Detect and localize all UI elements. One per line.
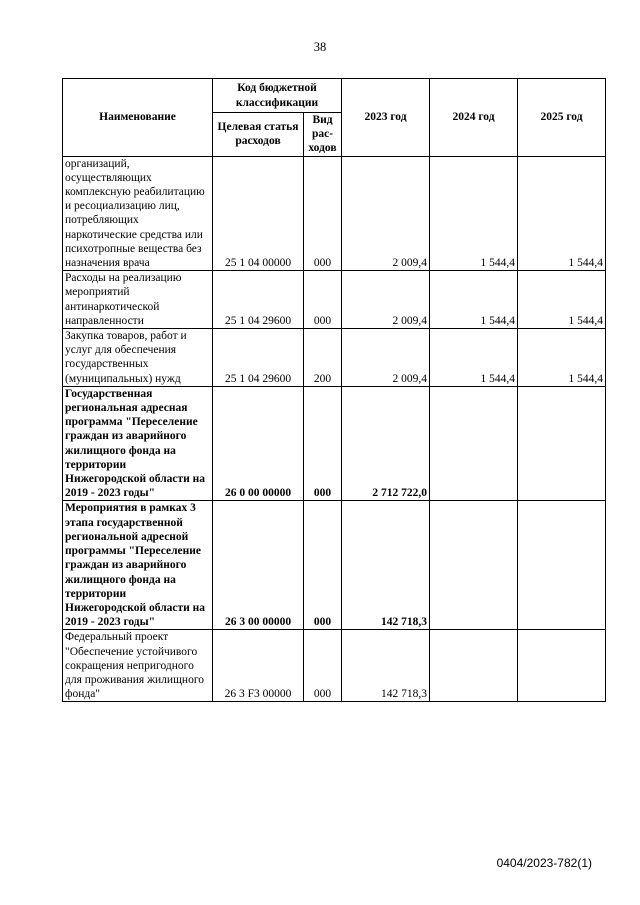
row-2024	[430, 630, 518, 702]
row-2025	[518, 630, 606, 702]
row-type: 000	[304, 630, 342, 702]
row-2024: 1 544,4	[430, 271, 518, 329]
row-code: 25 1 04 29600	[213, 329, 304, 387]
header-expense-type: Вид рас-ходов	[304, 113, 342, 157]
row-2023: 2 009,4	[342, 271, 430, 329]
row-type: 000	[304, 386, 342, 501]
row-2025	[518, 386, 606, 501]
table-row	[63, 329, 606, 387]
row-name: Федеральный проект "Обеспечение устойчивого сокращения непригодного для проживания жилищного фонда"	[63, 630, 213, 702]
row-code: 25 1 04 29600	[213, 271, 304, 329]
table-row	[63, 630, 606, 702]
row-2023: 2 009,4	[342, 329, 430, 387]
row-code: 26 0 00 00000	[213, 386, 304, 501]
table-row	[63, 271, 606, 329]
row-2025: 1 544,4	[518, 329, 606, 387]
row-name: Государственная региональная адресная программа "Переселение граждан из аварийного жилищного фонда на территории Нижегородской области на 2019 - 2023 годы"	[63, 386, 213, 501]
budget-table	[62, 78, 606, 702]
row-2024	[430, 501, 518, 630]
row-2023: 2 009,4	[342, 156, 430, 271]
table-row	[63, 156, 606, 271]
header-2025: 2025 год	[518, 79, 606, 157]
row-2023: 142 718,3	[342, 501, 430, 630]
header-budget-code: Код бюджетной классификации	[213, 79, 342, 113]
row-2025	[518, 501, 606, 630]
header-target-article: Целевая статья расходов	[213, 113, 304, 157]
row-name: Мероприятия в рамках 3 этапа государственной региональной адресной программы "Переселение граждан из аварийного жилищного фонда на территории Нижегородской области на 2019 - 2023 годы"	[63, 501, 213, 630]
table-row	[63, 386, 606, 501]
row-name: Закупка товаров, работ и услуг для обеспечения государственных (муниципальных) нужд	[63, 329, 213, 387]
row-2024: 1 544,4	[430, 156, 518, 271]
row-code: 26 3 F3 00000	[213, 630, 304, 702]
row-2023: 142 718,3	[342, 630, 430, 702]
row-type: 000	[304, 271, 342, 329]
row-code: 26 3 00 00000	[213, 501, 304, 630]
header-2023: 2023 год	[342, 79, 430, 157]
row-2024: 1 544,4	[430, 329, 518, 387]
row-2025: 1 544,4	[518, 156, 606, 271]
row-type: 000	[304, 156, 342, 271]
row-2025: 1 544,4	[518, 271, 606, 329]
row-name: Расходы на реализацию мероприятий антинаркотической направленности	[63, 271, 213, 329]
page-number: 38	[313, 40, 327, 54]
row-name: организаций, осуществляющих комплексную реабилитацию и ресоциализацию лиц, потребляющих наркотические средства или психотропные вещества без назначения врача	[63, 156, 213, 271]
header-2024: 2024 год	[430, 79, 518, 157]
row-type: 000	[304, 501, 342, 630]
document-code: 0404/2023-782(1)	[496, 856, 592, 870]
row-code: 25 1 04 00000	[213, 156, 304, 271]
header-name: Наименование	[63, 79, 213, 157]
row-type: 200	[304, 329, 342, 387]
row-2023: 2 712 722,0	[342, 386, 430, 501]
table-row	[63, 501, 606, 630]
row-2024	[430, 386, 518, 501]
